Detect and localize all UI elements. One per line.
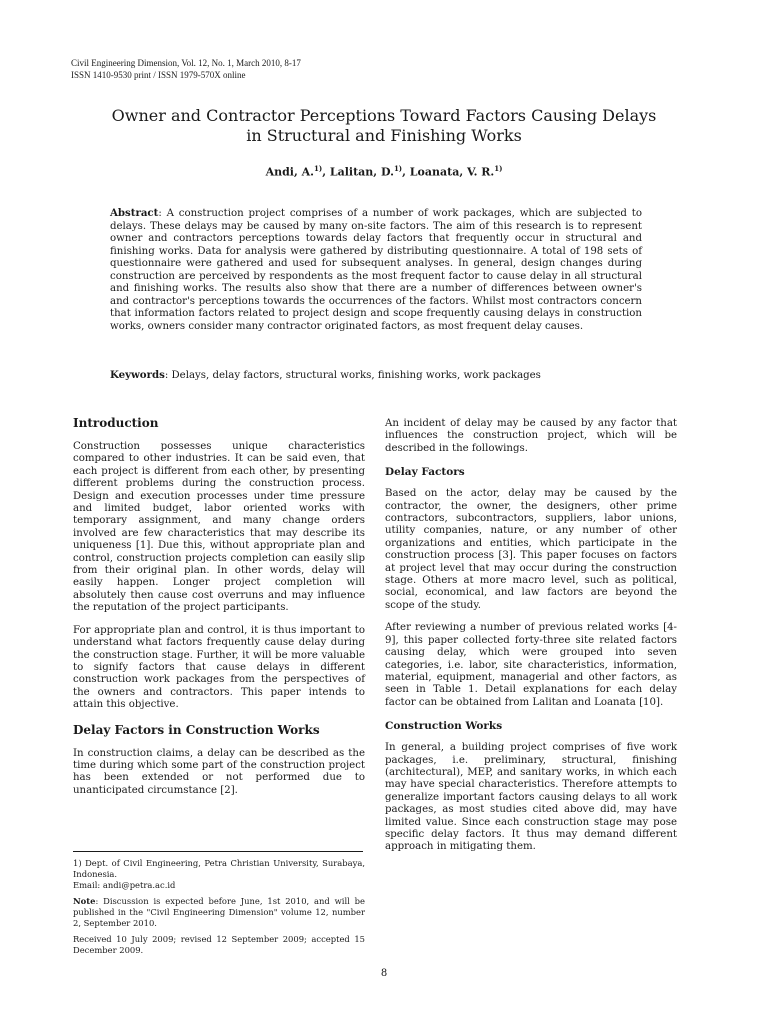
left-column: [73, 415, 365, 807]
journal-header: [71, 57, 301, 81]
title-line-1: Owner and Contractor Perceptions Toward Factors Causing Delays: [111, 106, 657, 125]
abstract-text: : A construction project comprises of a number of work packages, which are subjected to delays. These delays may be caused by many on-site factors. The aim of this research is to represent owner and contractors perceptions towards delay factors that frequently occur in structural and finishing works. Data for analysis were gathered by distributing questionnaire. A total of 198 sets of questionnaire were gathered and used for subsequent analyses. In general, design changes during construction are perceived by respondents as the most frequent factor to cause delay in all structural and finishing works. The results also show that there are a number of differences between owner's and contractor's perceptions towards the occurrences of the factors. Whilst most contractors concern that information factors related to project design and scope frequently causing delays in construction works, owners consider many contractor originated factors, as most frequent delay causes.: [110, 208, 642, 332]
delay-actors-paragraph: Based on the actor, delay may be caused by the contractor, the owner, the designers, other prime contractors, subcontractors, suppliers, labor unions, utility companies, nature, or any number of other organizations and entities, which participate in the construction process [3]. This paper focuses on factors at project level that may occur during the construction stage. Others at more macro level, such as political, social, economical, and law factors are beyond the scope of the study.: [385, 488, 677, 611]
introduction-paragraph-1: Construction possesses unique characteristics compared to other industries. It can be said even, that each project is different from each other, by presenting different problems during the construction process. Design and execution processes under time pressure and limited budget, labor oriented works with temporary assignment, and many change orders involved are few characteristics that may describe its uniqueness [1]. Due this, without appropriate plan and control, construction projects completion can easily slip from their original plan. In other words, delay will easily happen. Longer project completion will absolutely then cause cost overruns and may influence the reputation of the project participants.: [73, 441, 365, 614]
footnote-received: Received 10 July 2009; revised 12 September 2009; accepted 15 December 2009.: [73, 934, 365, 955]
footnote-note: [73, 896, 365, 929]
keywords-text: : Delays, delay factors, structural works, finishing works, work packages: [164, 370, 541, 381]
journal-citation: Civil Engineering Dimension, Vol. 12, No. 1, March 2010, 8-17: [71, 58, 301, 68]
right-intro-paragraph: An incident of delay may be caused by any factor that influences the construction project, which will be described in the followings.: [385, 418, 677, 454]
introduction-heading: Introduction: [73, 416, 159, 430]
delay-factors-heading: Delay Factors: [385, 466, 465, 479]
note-label: Note: [73, 896, 96, 906]
author-3: Loanata, V. R.: [409, 165, 495, 179]
author-1: Andi, A.: [265, 165, 315, 179]
keywords: [110, 369, 642, 383]
author-2: Lalitan, D.: [329, 165, 394, 179]
construction-works-heading: Construction Works: [385, 720, 503, 733]
affiliation-text: 1) Dept. of Civil Engineering, Petra Christian University, Surabaya, Indonesia.: [73, 858, 365, 879]
note-text: : Discussion is expected before June, 1st 2010, and will be published in the "Civil Engineering Dimension" volume 12, number 2, September 2010.: [73, 896, 365, 928]
delay-factors-construction-heading: Delay Factors in Construction Works: [73, 722, 320, 737]
author-list: Andi, A.$^{1)}$, Lalitan, D.$^{1)}$, Loanata, V. R.$^{1)}$: [265, 164, 503, 179]
right-column: [385, 418, 677, 864]
footnote-divider: [73, 851, 363, 852]
footnote-affiliation: [73, 858, 365, 891]
introduction-paragraph-2: For appropriate plan and control, it is thus important to understand what factors frequently cause delay during the construction stage. Further, it will be more valuable to signify factors that cause delays in different construction work packages from the perspectives of the owners and contractors. This paper intends to attain this objective.: [73, 624, 365, 711]
page-number: 8: [380, 968, 388, 979]
abstract-label: Abstract: [110, 207, 159, 219]
footnotes: [73, 858, 365, 961]
author-3-affiliation: 1): [494, 164, 503, 173]
abstract: [110, 207, 642, 333]
work-packages-paragraph: In general, a building project comprises of five work packages, i.e. preliminary, structural, finishing (architectural), MEP, and sanitary works, in which each may have special characteristics. Therefore attempts to generalize important factors causing delays to all work packages, as most studies cited above did, may have limited value. Since each construction stage may pose specific delay factors. It thus may demand different approach in mitigating them.: [385, 742, 677, 853]
journal-issn: ISSN 1410-9530 print / ISSN 1979-570X online: [71, 70, 246, 80]
author-email: Email: andi@petra.ac.id: [73, 880, 176, 890]
paper-title: [60, 106, 708, 146]
title-line-2: in Structural and Finishing Works: [246, 126, 522, 145]
author-1-affiliation: 1): [314, 164, 323, 173]
delay-categories-paragraph: After reviewing a number of previous related works [4-9], this paper collected forty-three site related factors causing delay, which were grouped into seven categories, i.e. labor, site characteristics, information, material, equipment, managerial and other factors, as seen in Table 1. Detail explanations for each delay factor can be obtained from Lalitan and Loanata [10].: [385, 622, 677, 708]
keywords-label: Keywords: [110, 369, 165, 381]
delay-definition-paragraph: In construction claims, a delay can be described as the time during which some part of the construction project has been extended or not performed due to unanticipated circumstance [2].: [73, 747, 365, 796]
author-2-affiliation: 1): [393, 164, 403, 173]
